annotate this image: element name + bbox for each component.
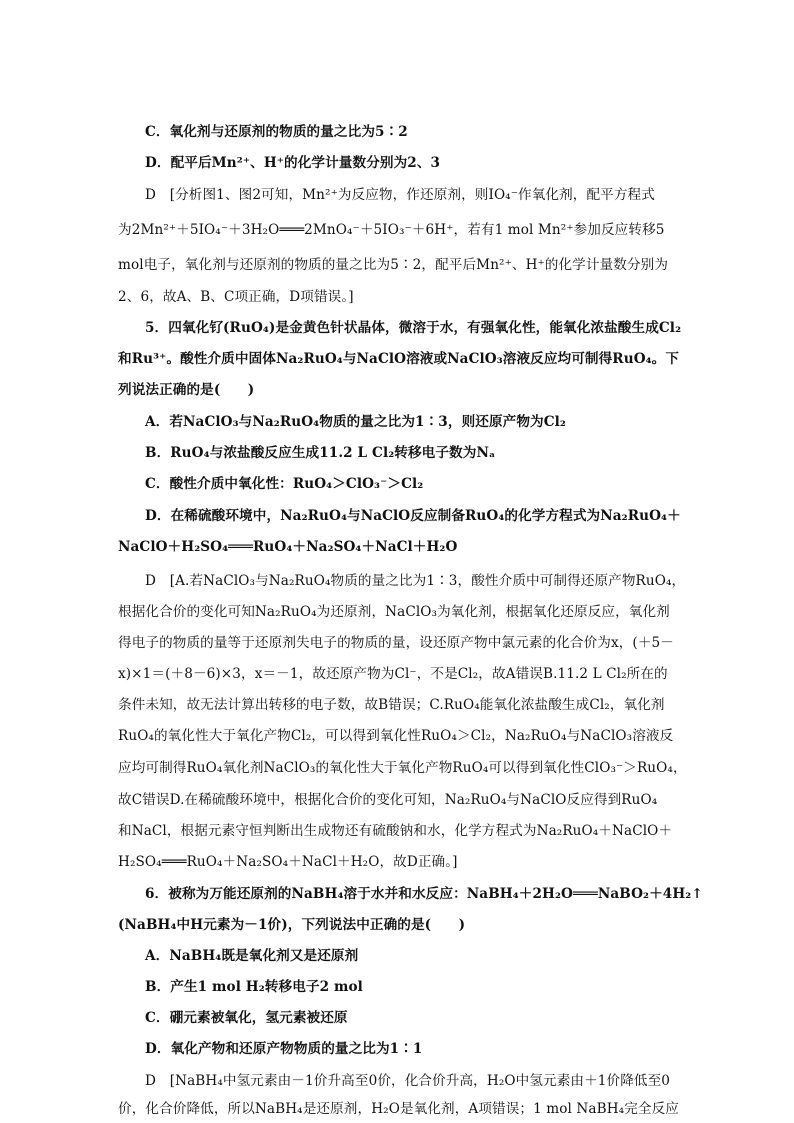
option-d-line: D．在稀硫酸环境中，Na₂RuO₄与NaClO反应制备RuO₄的化学方程式为Na₂RuO₄＋: [145, 508, 681, 524]
answer-text-line: D [A.若NaClO₃与Na₂RuO₄物质的量之比为1∶3，酸性介质中可制得还原产物RuO₄，: [145, 573, 686, 589]
answer-text-line: 和NaCl，根据元素守恒判断出生成物还有硫酸钠和水，化学方程式为Na₂RuO₄＋NaClO＋: [118, 823, 673, 839]
option-c-line: C．酸性介质中氧化性：RuO₄＞ClO₃⁻＞Cl₂: [145, 476, 424, 492]
answer-text-line: 2、6，故A、B、C项正确，D项错误。]: [118, 289, 354, 305]
option-c-line: C．氧化剂与还原剂的物质的量之比为5∶2: [145, 124, 408, 140]
question-6-line: (NaBH₄中H元素为－1价)，下列说法中正确的是( ): [118, 917, 466, 933]
answer-text-line: x)×1＝(＋8－6)×3，x＝－1，故还原产物为Cl⁻，不是Cl₂，故A错误B.11.2 L Cl₂所在的: [118, 666, 668, 682]
option-b-line: B．RuO₄与浓盐酸反应生成11.2 L Cl₂转移电子数为Nₐ: [145, 445, 496, 461]
option-a-line: A．NaBH₄既是氧化剂又是还原剂: [145, 948, 359, 964]
option-b-line: B．产生1 mol H₂转移电子2 mol: [145, 979, 363, 995]
option-a-line: A．若NaClO₃与Na₂RuO₄物质的量之比为1∶3，则还原产物为Cl₂: [145, 414, 566, 430]
option-d-line: NaClO＋H₂SO₄═══RuO₄＋Na₂SO₄＋NaCl＋H₂O: [118, 539, 458, 555]
answer-text-line: 故C错误D.在稀硫酸环境中，根据化合价的变化可知，Na₂RuO₄与NaClO反应得到RuO₄: [118, 792, 658, 808]
question-6-line: 6．被称为万能还原剂的NaBH₄溶于水并和水反应：NaBH₄＋2H₂O═══NaBO₂＋4H₂↑: [145, 886, 703, 902]
answer-text-line: 根据化合价的变化可知Na₂RuO₄为还原剂，NaClO₃为氧化剂，根据氧化还原反应，氧化剂: [118, 604, 670, 620]
answer-text-line: 为2Mn²⁺＋5IO₄⁻＋3H₂O═══2MnO₄⁻＋5IO₃⁻＋6H⁺，若有1 mol Mn²⁺参加反应转移5: [118, 222, 665, 238]
answer-text-line: 条件未知，故无法计算出转移的电子数，故B错误；C.RuO₄能氧化浓盐酸生成Cl₂，氧化剂: [118, 697, 665, 713]
answer-text-line: 应均可制得RuO₄氧化剂NaClO₃的氧化性大于氧化产物RuO₄可以得到氧化性ClO₃⁻＞RuO₄，: [118, 760, 687, 776]
answer-text-line: mol电子，氧化剂与还原剂的物质的量之比为5∶2，配平后Mn²⁺、H⁺的化学计量数分别为: [118, 257, 669, 273]
answer-text-line: H₂SO₄═══RuO₄＋Na₂SO₄＋NaCl＋H₂O，故D正确。]: [118, 854, 458, 870]
answer-text-line: RuO₄的氧化性大于氧化产物Cl₂，可以得到氧化性RuO₄＞Cl₂，Na₂RuO₄与NaClO₃溶液反: [118, 728, 674, 744]
answer-text-line: 得电子的物质的量等于还原剂失电子的物质的量，设还原产物中氯元素的化合价为x，(＋5－: [118, 635, 674, 651]
answer-text-line: D [NaBH₄中氢元素由－1价升高至0价，化合价升高，H₂O中氢元素由＋1价降低至0: [145, 1073, 671, 1089]
option-c-line: C．硼元素被氧化，氢元素被还原: [145, 1010, 348, 1026]
answer-text-line: D [分析图1、图2可知，Mn²⁺为反应物，作还原剂，则IO₄⁻作氧化剂，配平方程式: [145, 187, 655, 203]
option-d-line: D．氧化产物和还原产物物质的量之比为1∶1: [145, 1041, 423, 1057]
option-d-line: D．配平后Mn²⁺、H⁺的化学计量数分别为2、3: [145, 155, 441, 171]
answer-text-line: 价，化合价降低，所以NaBH₄是还原剂，H₂O是氧化剂，A项错误；1 mol NaBH₄完全反应: [118, 1101, 679, 1117]
question-5-line: 和Ru³⁺。酸性介质中固体Na₂RuO₄与NaClO溶液或NaClO₃溶液反应均可制得RuO₄。下: [118, 351, 680, 367]
question-5-line: 5．四氧化钌(RuO₄)是金黄色针状晶体，微溶于水，有强氧化性，能氧化浓盐酸生成Cl₂: [145, 320, 682, 336]
question-5-line: 列说法正确的是( ): [118, 382, 255, 398]
